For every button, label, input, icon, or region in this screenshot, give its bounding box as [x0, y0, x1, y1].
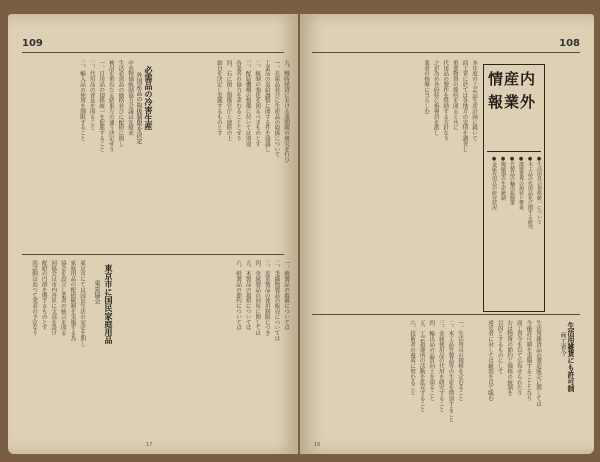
- text-line: 九、戦時経済における諸問題の研究を行ひ: [283, 60, 289, 163]
- text-line: 家庭用品の配給統制を実施する為: [69, 260, 76, 341]
- text-line: 四、輸出品の品質向上を図ること: [428, 320, 435, 401]
- text-line: 一、綿製品の取扱については: [283, 260, 289, 331]
- text-line: 三、金属使用品の代用を研究すること: [437, 320, 444, 412]
- text-line: 一、生活用具の規格を定むること: [457, 320, 463, 401]
- text-line: 東京市にては国民生活の安定を期し: [79, 260, 85, 347]
- text-line: 一、日用品の規格統一を促進すること: [98, 60, 105, 152]
- text-line: ●漆器業界の現状と将来: [518, 156, 524, 210]
- left-page: [8, 14, 298, 454]
- text-line: 一、在庫品並びに生産品の取扱について: [273, 60, 280, 158]
- text-line: 代用品の製作を奨励する方針なり: [442, 60, 449, 141]
- table-of-contents: [487, 151, 541, 307]
- page-number: 108: [559, 38, 580, 49]
- text-line: 三、輸入品の使用を制限すること: [79, 60, 86, 141]
- text-line: 六、技術者の養成に努むること: [409, 320, 416, 396]
- text-line: 各業者の協力を求むることとせり: [235, 60, 242, 141]
- text-line: ●木工品の代用品化に関する研究: [527, 156, 533, 230]
- text-line: 配給の円滑を期するものとす: [40, 260, 47, 331]
- article-subheading: 外国産品の取扱制限を決定: [135, 72, 142, 144]
- text-line: 尚詳細は追つて発表の予定なり: [31, 260, 38, 336]
- text-line: 協会を設立し業者の統合を図る: [59, 260, 66, 336]
- text-line: 今後許可制を実施することとなり: [525, 320, 532, 401]
- article-heading: 生活用雑貨にも許可制: [567, 322, 576, 392]
- text-line: 五、木製品の規格については: [244, 260, 251, 331]
- text-line: ●竹製品の輸出振興策: [509, 156, 515, 206]
- text-line: 三、配給機構の整備に付いては別途: [244, 60, 251, 147]
- text-line: 中央物価統制協力会議は先般来: [127, 60, 133, 136]
- section-rule: [22, 254, 284, 255]
- text-line: 同協会は市内各区に支部を設け: [50, 260, 57, 336]
- title-box: [483, 64, 545, 312]
- text-line: 本年度の工芸品生産計画に就いて: [471, 60, 477, 141]
- page-number: 109: [22, 38, 43, 49]
- text-column: [128, 260, 288, 436]
- text-column: [312, 60, 476, 310]
- text-column: [470, 320, 540, 438]
- text-line: 重要物資の節約を図ると共に: [451, 60, 458, 131]
- title-column: 内外: [518, 71, 536, 117]
- text-line: 生活用雑貨品の製造販売に関しては: [535, 320, 541, 407]
- text-line: 商工省に於ては各地方の実情を調査し: [461, 60, 468, 152]
- article-heading: 東京市に国民家庭用品: [104, 264, 114, 344]
- footer-number: 17: [146, 442, 153, 448]
- text-line: 三、皮革製品の使用制限につき: [263, 260, 270, 336]
- header-rule: [312, 52, 580, 53]
- section-rule: [312, 314, 580, 315]
- right-page: [300, 14, 594, 454]
- text-line: ●金属代用品の研究状況: [491, 156, 497, 210]
- text-line: 二、代用品の普及を図ること: [88, 60, 95, 131]
- text-line: 之が為め各府県に指導員を派し: [432, 60, 439, 136]
- text-line: 右は物資の節約と価格の統制を: [506, 320, 513, 396]
- text-line: 六、紙製品の節約については: [235, 260, 242, 331]
- text-line: 目的とするものにして: [496, 320, 503, 374]
- text-line: 四、金属製品の回収に関しては: [254, 260, 261, 336]
- text-line: 商工省令を以て公布せられたり: [515, 320, 522, 396]
- text-line: 工業品の需給調整に関する件を協議し: [263, 60, 270, 152]
- text-column: [22, 260, 84, 436]
- text-line: 二、木工品竹製品等の生産を増加すること: [447, 320, 454, 423]
- title-column: 情報: [486, 71, 504, 117]
- text-column: [168, 60, 288, 250]
- text-line: ●生活用具の規格統一について: [536, 156, 542, 225]
- text-column: [312, 320, 462, 438]
- footer-number: 16: [314, 442, 321, 448]
- article-subheading: 商工省令: [559, 332, 566, 356]
- text-line: 二、毛織物製品の販売については: [273, 260, 280, 341]
- text-line: 生活必需品の価格並びに配給に関し: [117, 60, 124, 147]
- text-line: 二、統制の強化を図るべきものとす: [254, 60, 261, 147]
- text-line: 業者の指導に当らしむ: [423, 60, 430, 114]
- title-column: 産業: [502, 71, 520, 117]
- article-subheading: 東京協会: [93, 280, 100, 304]
- text-line: 四、右に関し関係官庁と連絡の上: [225, 60, 232, 141]
- text-line: 検討を重ねたる結果左の通り決定せり: [107, 60, 114, 152]
- text-line: ●陶磁器の生産統制: [500, 156, 506, 201]
- text-line: 細目を決定し実施するものとす: [215, 60, 222, 136]
- text-column: [22, 60, 132, 210]
- text-line: 五、工芸指導所の活動を拡充すること: [418, 320, 425, 412]
- header-rule: [22, 52, 284, 53]
- text-line: 違反者に対しては厳罰を以て臨む: [487, 320, 494, 401]
- article-heading: 必需品の冷害生産: [144, 66, 154, 130]
